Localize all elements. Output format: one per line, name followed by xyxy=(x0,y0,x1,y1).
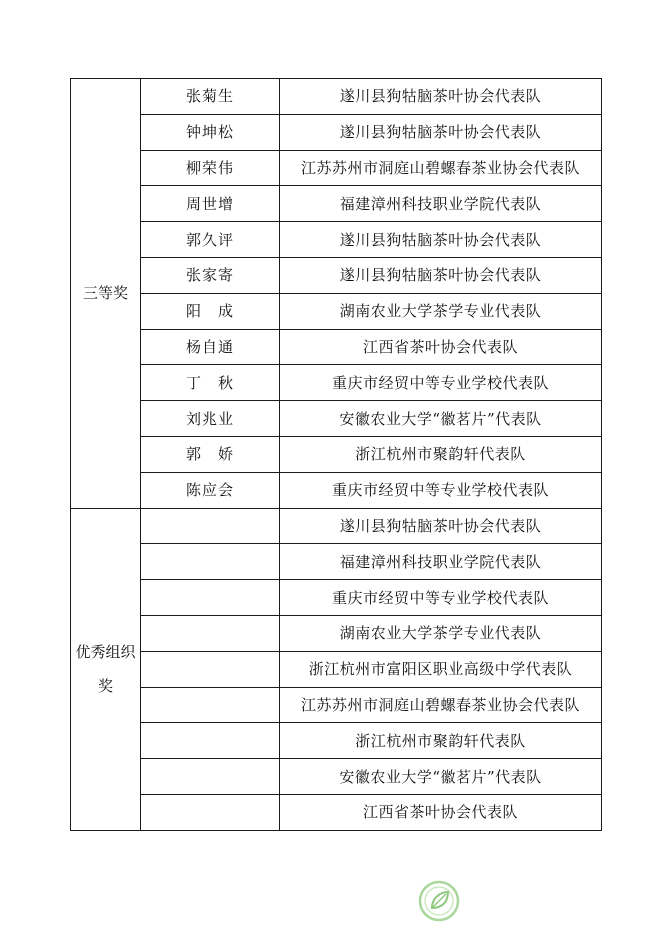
team-name-cell: 安徽农业大学“徽茗片”代表队 xyxy=(280,401,602,437)
team-name-cell: 重庆市经贸中等专业学校代表队 xyxy=(280,365,602,401)
table-row xyxy=(71,114,602,150)
table-row xyxy=(71,293,602,329)
table-row xyxy=(71,687,602,723)
tea-leaf-logo-icon xyxy=(418,880,460,922)
winner-name-cell: 阳 成 xyxy=(141,293,280,329)
winner-name-cell xyxy=(141,508,280,544)
organization-award-category-cell: 优秀组织奖 xyxy=(71,508,141,830)
table-row xyxy=(71,436,602,472)
table-row xyxy=(71,794,602,830)
third-prize-category-cell: 三等奖 xyxy=(71,79,141,509)
winner-name-cell xyxy=(141,651,280,687)
winner-name-cell: 张菊生 xyxy=(141,79,280,115)
winner-name-cell: 钟坤松 xyxy=(141,114,280,150)
table-row xyxy=(71,401,602,437)
team-name-cell: 遂川县狗牯脑茶叶协会代表队 xyxy=(280,114,602,150)
winner-name-cell: 丁 秋 xyxy=(141,365,280,401)
team-name-cell: 遂川县狗牯脑茶叶协会代表队 xyxy=(280,508,602,544)
table-row xyxy=(71,580,602,616)
table-row xyxy=(71,544,602,580)
team-name-cell: 浙江杭州市聚韵轩代表队 xyxy=(280,436,602,472)
table-row xyxy=(71,723,602,759)
award-table xyxy=(70,78,602,831)
team-name-cell: 遂川县狗牯脑茶叶协会代表队 xyxy=(280,79,602,115)
winner-name-cell: 陈应会 xyxy=(141,472,280,508)
team-name-cell: 江苏苏州市洞庭山碧螺春茶业协会代表队 xyxy=(280,150,602,186)
winner-name-cell xyxy=(141,580,280,616)
award-table-body xyxy=(71,79,602,831)
team-name-cell: 福建漳州科技职业学院代表队 xyxy=(280,544,602,580)
team-name-cell: 遂川县狗牯脑茶叶协会代表队 xyxy=(280,222,602,258)
team-name-cell: 浙江杭州市聚韵轩代表队 xyxy=(280,723,602,759)
winner-name-cell: 柳荣伟 xyxy=(141,150,280,186)
table-row xyxy=(71,186,602,222)
table-row xyxy=(71,508,602,544)
table-row xyxy=(71,472,602,508)
table-row xyxy=(71,150,602,186)
winner-name-cell: 刘兆业 xyxy=(141,401,280,437)
team-name-cell: 重庆市经贸中等专业学校代表队 xyxy=(280,472,602,508)
team-name-cell: 湖南农业大学茶学专业代表队 xyxy=(280,293,602,329)
team-name-cell: 湖南农业大学茶学专业代表队 xyxy=(280,615,602,651)
winner-name-cell xyxy=(141,615,280,651)
winner-name-cell: 郭 娇 xyxy=(141,436,280,472)
team-name-cell: 福建漳州科技职业学院代表队 xyxy=(280,186,602,222)
table-row xyxy=(71,365,602,401)
table-row xyxy=(71,222,602,258)
team-name-cell: 重庆市经贸中等专业学校代表队 xyxy=(280,580,602,616)
table-row xyxy=(71,257,602,293)
team-name-cell: 遂川县狗牯脑茶叶协会代表队 xyxy=(280,257,602,293)
team-name-cell: 浙江杭州市富阳区职业高级中学代表队 xyxy=(280,651,602,687)
winner-name-cell xyxy=(141,687,280,723)
table-row xyxy=(71,651,602,687)
winner-name-cell: 周世增 xyxy=(141,186,280,222)
winner-name-cell xyxy=(141,723,280,759)
winner-name-cell xyxy=(141,794,280,830)
winner-name-cell: 郭久评 xyxy=(141,222,280,258)
winner-name-cell: 杨自通 xyxy=(141,329,280,365)
table-row xyxy=(71,615,602,651)
table-row xyxy=(71,329,602,365)
winner-name-cell xyxy=(141,544,280,580)
table-row xyxy=(71,759,602,795)
team-name-cell: 安徽农业大学“徽茗片”代表队 xyxy=(280,759,602,795)
table-row xyxy=(71,79,602,115)
team-name-cell: 江苏苏州市洞庭山碧螺春茶业协会代表队 xyxy=(280,687,602,723)
team-name-cell: 江西省茶叶协会代表队 xyxy=(280,794,602,830)
team-name-cell: 江西省茶叶协会代表队 xyxy=(280,329,602,365)
winner-name-cell: 张家寄 xyxy=(141,257,280,293)
winner-name-cell xyxy=(141,759,280,795)
